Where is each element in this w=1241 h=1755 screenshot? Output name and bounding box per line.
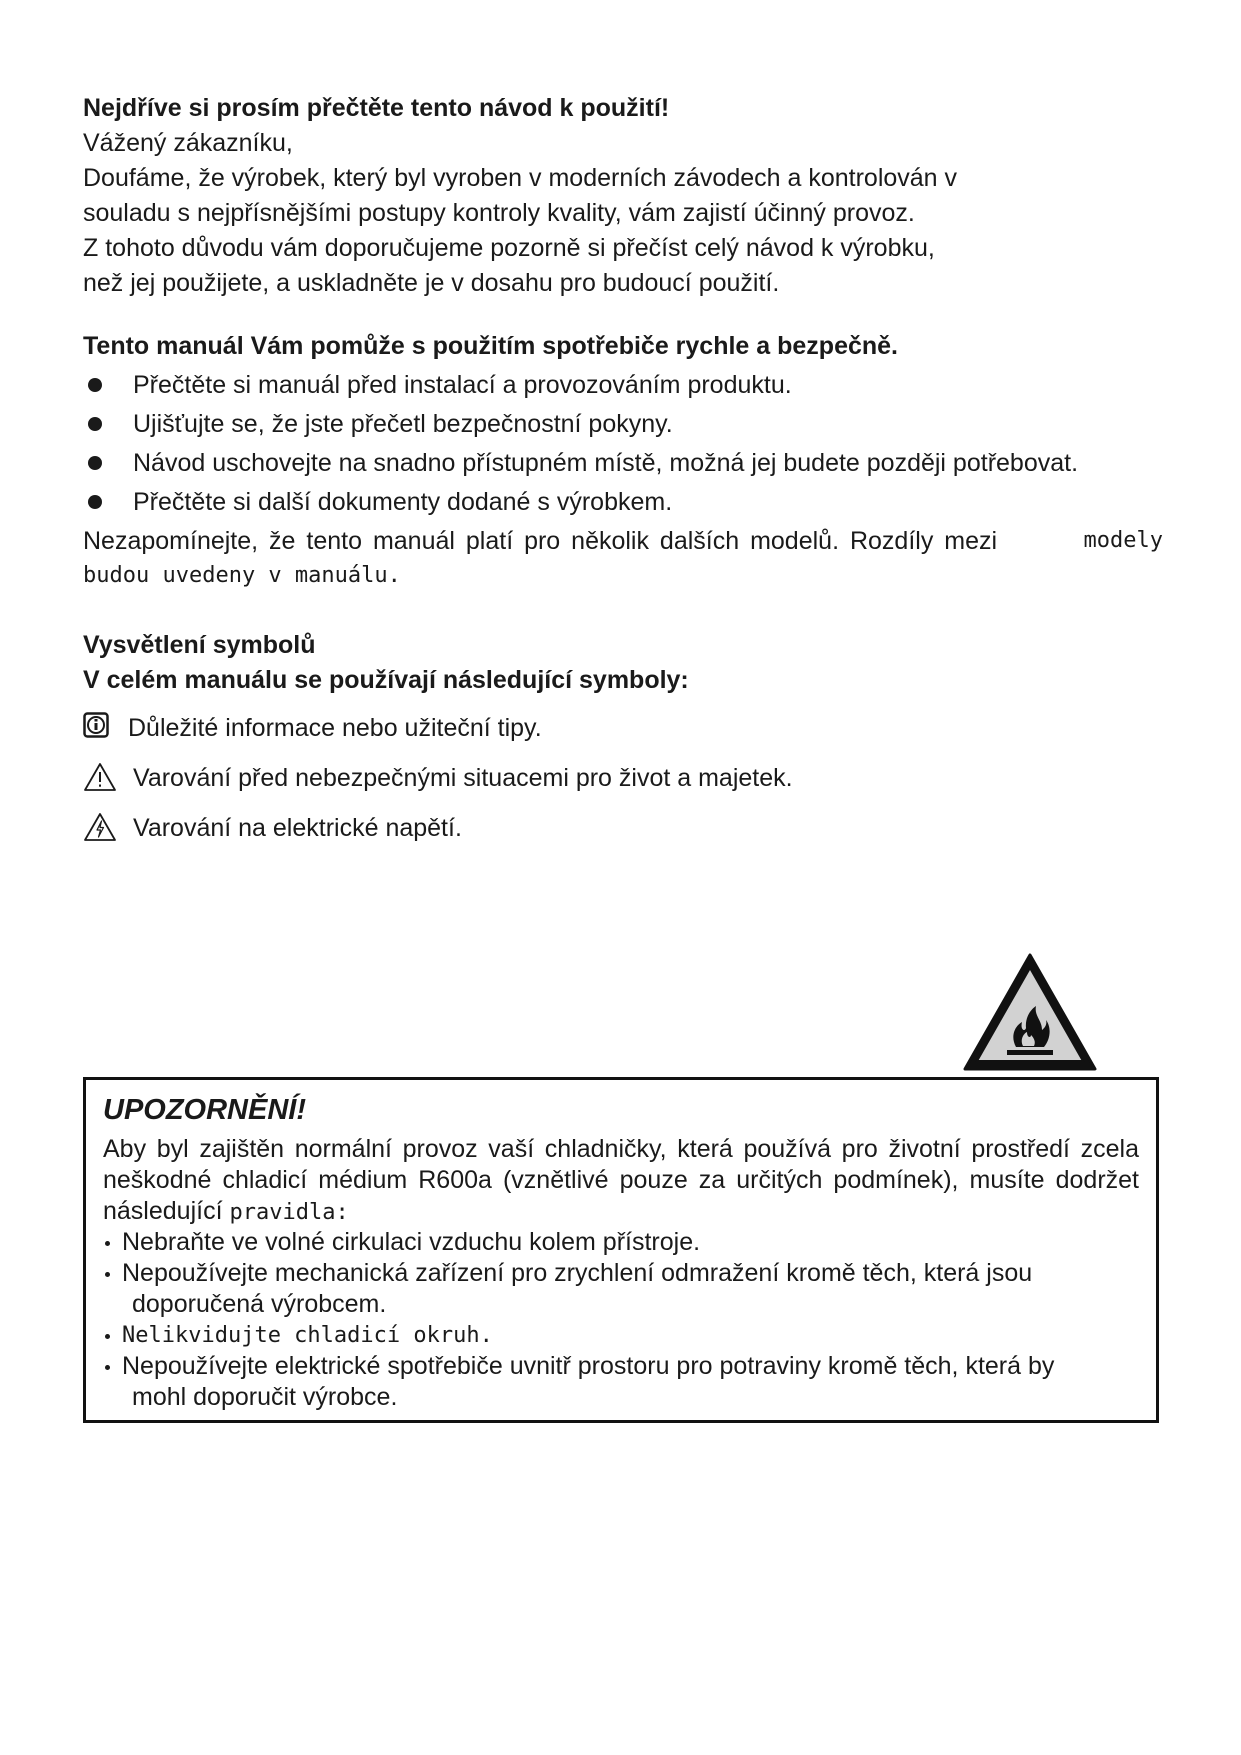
bullet-icon [105, 1365, 110, 1370]
bullet-icon [105, 1334, 110, 1339]
warning-paragraph-tail: pravidla: [229, 1200, 349, 1225]
list-item-text: Návod uschovejte na snadno přístupném místě, možná jej budete později potřebovat. [133, 449, 1079, 477]
warning-item-text: Nepoužívejte elektrické spotřebiče uvnitř prostoru pro potraviny kromě těch, která by [122, 1352, 1055, 1380]
warning-box [83, 1077, 1159, 1423]
symbol-text: Varování před nebezpečnými situacemi pro život a majetek. [133, 764, 793, 792]
models-note-continued: budou uvedeny v manuálu. [83, 563, 401, 588]
symbols-subheading: V celém manuálu se používají následující symboly: [83, 666, 689, 694]
list-item-text: Ujišťujte se, že jste přečetl bezpečnostní pokyny. [133, 410, 673, 438]
warning-item-text: Nepoužívejte mechanická zařízení pro zrychlení odmražení kromě těch, která jsou [122, 1259, 1033, 1287]
warning-paragraph-text: Aby byl zajištěn normální provoz vaší chladničky, která používá pro životní prostředí zcela neškodné chladicí médium R600a (vznětlivé pouze za určitých podmínek), musíte dodržet následující [103, 1135, 1139, 1225]
bullet-icon [88, 495, 102, 509]
intro-line: než jej použijete, a uskladněte je v dosahu pro budoucí použití. [83, 269, 780, 297]
bullet-icon [105, 1241, 110, 1246]
warning-triangle-icon [83, 762, 117, 802]
symbol-text: Důležité informace nebo užiteční tipy. [128, 714, 542, 742]
warning-list-item [103, 1320, 1139, 1351]
bullet-icon [88, 456, 102, 470]
warning-list-item [103, 1351, 1139, 1413]
warning-paragraph [103, 1134, 1139, 1228]
list-item-text: Přečtěte si manuál před instalací a provozováním produktu. [133, 371, 792, 399]
warning-item-text: Nelikvidujte chladicí okruh. [122, 1323, 493, 1348]
models-note-text: Nezapomínejte, že tento manuál platí pro několik dalších modelů. Rozdíly mezi [83, 527, 998, 555]
warning-item-continued: doporučená výrobcem. [132, 1290, 387, 1318]
intro-line: Z tohoto důvodu vám doporučujeme pozorně si přečíst celý návod k výrobku, [83, 234, 935, 262]
symbol-warning-row [83, 760, 983, 796]
symbol-text: Varování na elektrické napětí. [133, 814, 462, 842]
symbols-heading: Vysvětlení symbolů [83, 631, 316, 659]
list-item-text: Přečtěte si další dokumenty dodané s výrobkem. [133, 488, 673, 516]
warning-item-text: Nebraňte ve volné cirkulaci vzduchu kolem přístroje. [122, 1228, 701, 1256]
flammable-warning-icon [960, 950, 1100, 1079]
bullet-icon [88, 417, 102, 431]
electric-warning-icon [83, 812, 117, 852]
intro-line: Doufáme, že výrobek, který byl vyroben v moderních závodech a kontrolován v [83, 164, 958, 192]
bullet-icon [105, 1272, 110, 1277]
warning-title: UPOZORNĚNÍ! [103, 1094, 306, 1126]
bullet-icon [88, 378, 102, 392]
warning-list-item [103, 1258, 1139, 1320]
warning-item-continued: mohl doporučit výrobce. [132, 1383, 398, 1411]
models-note-tail: modely [1083, 528, 1163, 553]
greeting: Vážený zákazníku, [83, 129, 293, 157]
intro-heading: Nejdříve si prosím přečtěte tento návod k použití! [83, 94, 670, 122]
symbol-electric-row [83, 810, 983, 846]
warning-list-item [103, 1227, 1139, 1258]
info-icon [83, 712, 109, 748]
intro-line: souladu s nejpřísnějšími postupy kontroly kvality, vám zajistí účinný provoz. [83, 199, 915, 227]
models-note [83, 523, 1163, 559]
manual-heading: Tento manuál Vám pomůže s použitím spotřebiče rychle a bezpečně. [83, 332, 899, 360]
symbol-info-row [83, 710, 983, 746]
